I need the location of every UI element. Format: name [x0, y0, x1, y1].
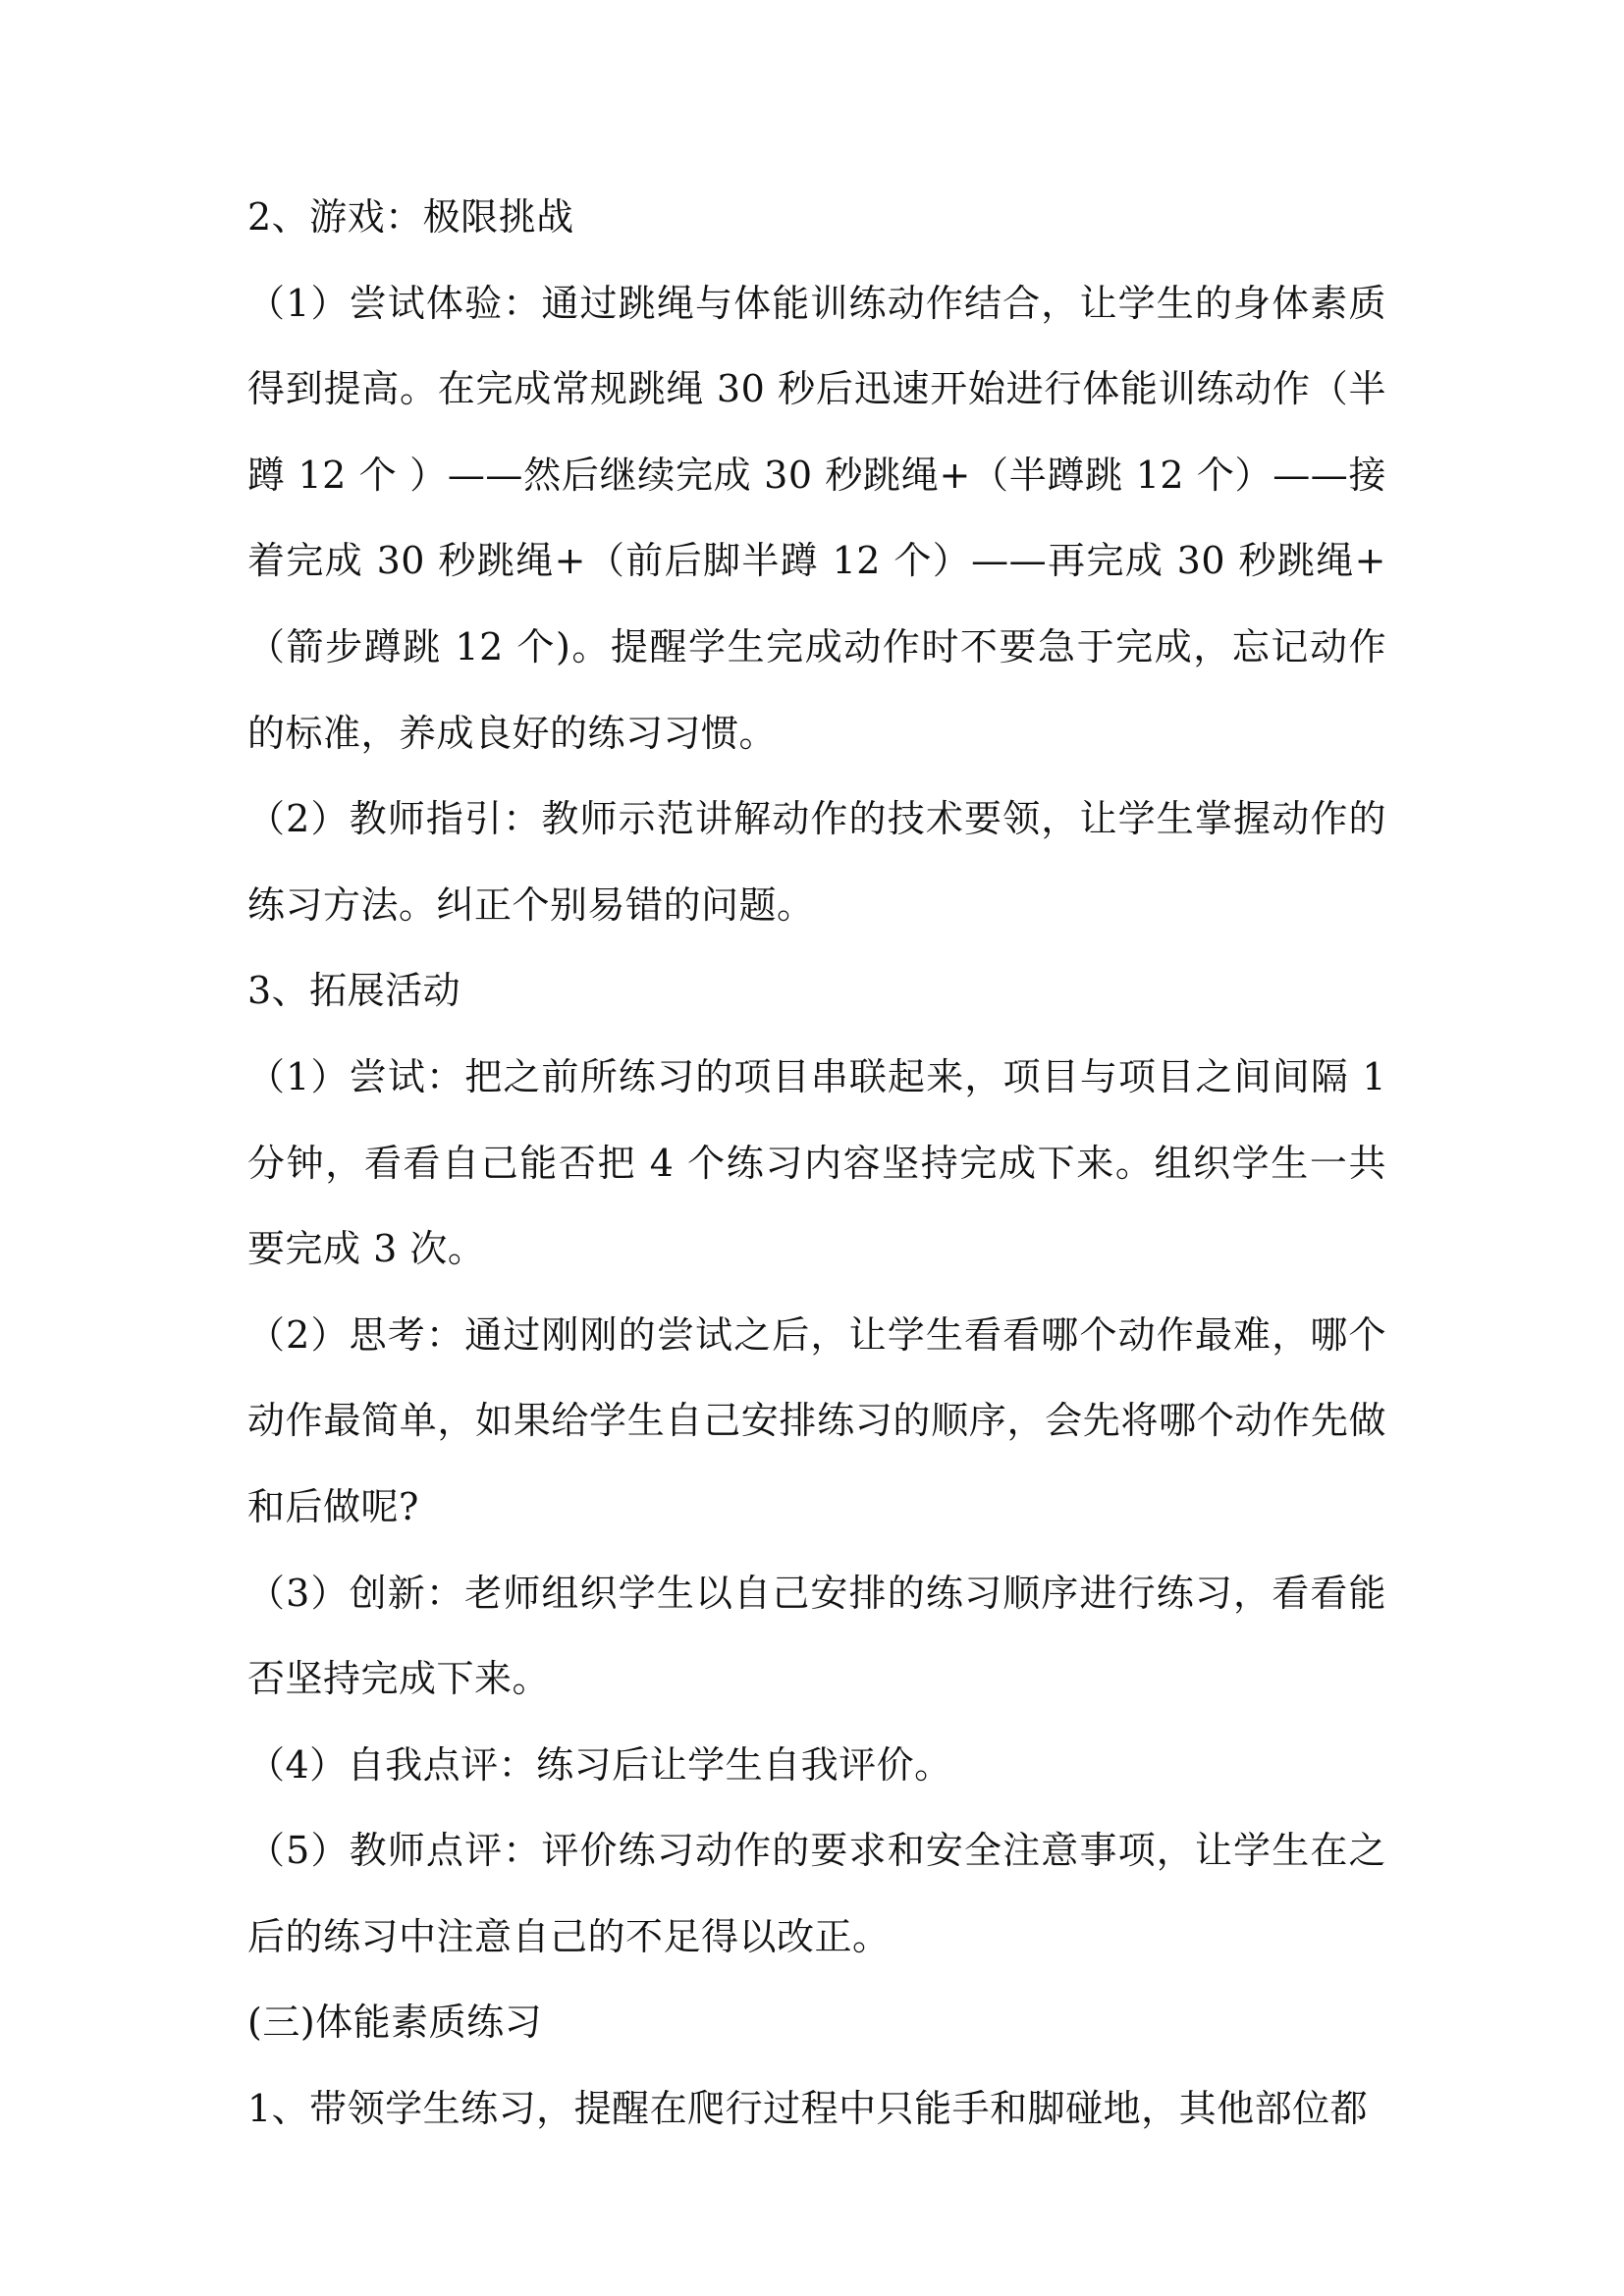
paragraph-thinking: （2）思考：通过刚刚的尝试之后，让学生看看哪个动作最难，哪个动作最简单，如果给学生自己安排练习的顺序，会先将哪个动作先做和后做呢? [247, 1312, 1386, 1528]
paragraph-innovation: （3）创新：老师组织学生以自己安排的练习顺序进行练习，看看能否坚持完成下来。 [247, 1571, 1386, 1701]
paragraph-attempt: （1）尝试：把之前所练习的项目串联起来，项目与项目之间间隔 1 分钟，看看自己能否把 4 个练习内容坚持完成下来。组织学生一共要完成 3 次。 [247, 1054, 1386, 1271]
section-heading-game: 2、游戏：极限挑战 [247, 195, 574, 239]
paragraph-teacher-review: （5）教师点评：评价练习动作的要求和安全注意事项，让学生在之后的练习中注意自己的不足得以改正。 [247, 1829, 1386, 1958]
document-body [247, 175, 1386, 2153]
paragraph-trial-experience: （1）尝试体验：通过跳绳与体能训练动作结合，让学生的身体素质得到提高。在完成常规跳绳 30 秒后迅速开始进行体能训练动作（半蹲 12 个 ）——然后继续完成 30 秒跳绳+（半蹲跳 12 个）——接着完成 30 秒跳绳+（前后脚半蹲 12 个）——再完成 30 秒跳绳+（箭步蹲跳 12 个)。提醒学生完成动作时不要急于完成，忘记动作的标准，养成良好的练习习惯。 [247, 281, 1386, 755]
section-heading-extension: 3、拓展活动 [247, 969, 461, 1013]
paragraph-self-review: （4）自我点评：练习后让学生自我评价。 [247, 1742, 952, 1787]
paragraph-teacher-guidance: （2）教师指引：教师示范讲解动作的技术要领，让学生掌握动作的练习方法。纠正个别易错的问题。 [247, 797, 1386, 927]
paragraph-lead-practice: 1、带领学生练习，提醒在爬行过程中只能手和脚碰地，其他部位都 [247, 2087, 1369, 2131]
section-heading-physical-fitness: (三)体能素质练习 [247, 2001, 543, 2045]
